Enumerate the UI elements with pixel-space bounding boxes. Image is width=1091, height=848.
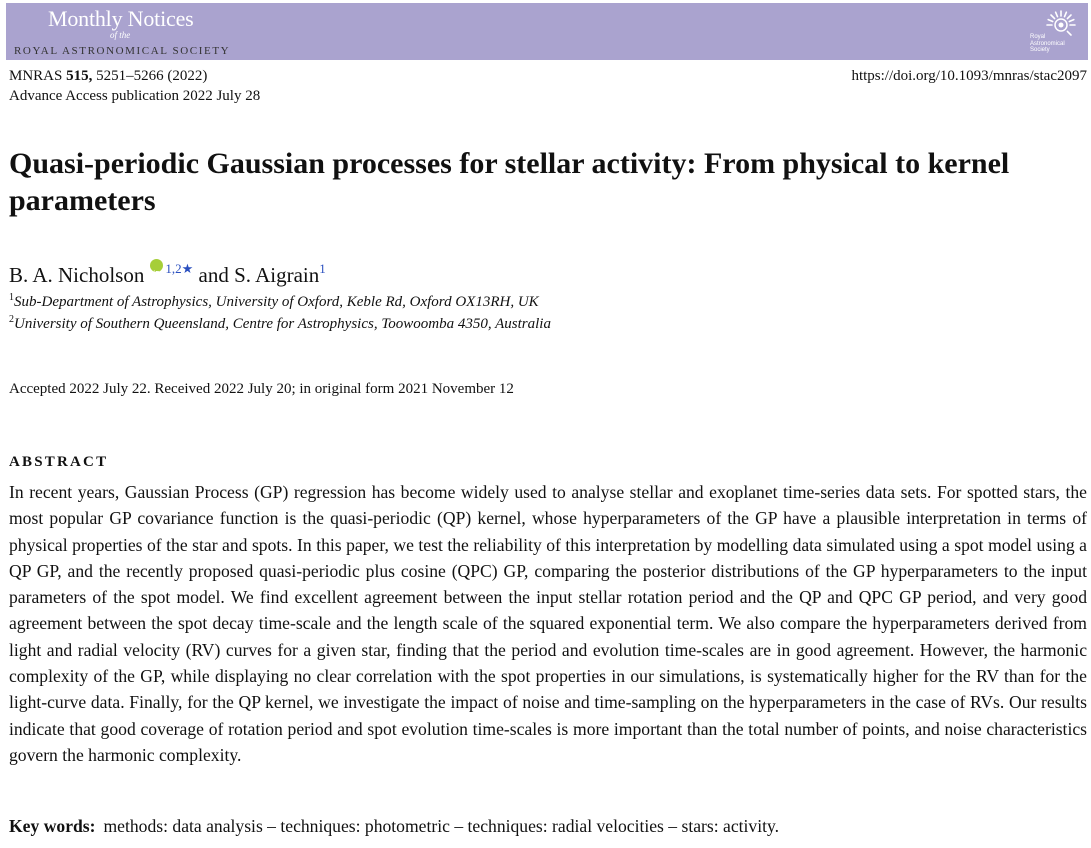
society-name: ROYAL ASTRONOMICAL SOCIETY (14, 45, 231, 57)
journal-banner (6, 3, 1088, 60)
journal-name-of-the: of the (110, 30, 131, 40)
affiliation (9, 310, 551, 334)
pages-year: 5251–5266 (2022) (96, 68, 208, 84)
author-conjunction: and (198, 263, 229, 287)
journal-name: Monthly Notices (48, 6, 194, 31)
keywords-text: methods: data analysis – techniques: photometric – techniques: radial velocities – stars: activity. (103, 816, 780, 836)
author-list (9, 254, 326, 290)
abstract-text: In recent years, Gaussian Process (GP) regression has become widely used to analyse stellar and exoplanet time-series data sets. For spotted stars, the most popular GP covariance function is the quasi-periodic (QP) kernel, whose hyperparameters of the GP have a plausible interpretation in terms of physical properties of the star and spots. In this paper, we test the reliability of this interpretation by modelling data simulated using a spot model using a QP GP, and the recently proposed quasi-periodic plus cosine (QPC) GP, comparing the posterior distributions of the GP hyperparameters to the input parameters of the spot model. We find excellent agreement between the input stellar rotation period and the QP and QPC GP period, and very good agreement between the spot decay time-scale and the length scale of the squared exponential term. We also compare the hyperparameters derived from light and radial velocity (RV) curves for a given star, finding that the period and evolution time-scales are in good agreement. However, the harmonic complexity of the GP, while displaying no clear correlation with the spot properties in our simulations, is systematically higher for the RV than for the light-curve data. Finally, for the QP kernel, we investigate the impact of noise and time-sampling on the hyperparameters in the case of RVs. Our results indicate that good coverage of rotation period and spot evolution time-scales is more important than the total number of points, and noise characteristics govern the harmonic complexity. (9, 482, 1087, 765)
affiliation-text: Sub-Department of Astrophysics, University of Oxford, Keble Rd, Oxford OX13RH, UK (14, 294, 539, 310)
affiliation-number: 1 (9, 292, 14, 303)
journal-abbrev: MNRAS (9, 68, 63, 84)
author-name: B. A. Nicholson (9, 263, 145, 287)
citation-line (9, 66, 260, 86)
author-affiliation-marks[interactable]: 1 (319, 261, 326, 276)
keywords (9, 814, 779, 838)
doi-link[interactable]: https://doi.org/10.1093/mnras/stac2097 (851, 68, 1087, 84)
abstract-heading: ABSTRACT (9, 454, 109, 470)
author-affiliation-marks[interactable]: 1,2★ (165, 261, 194, 276)
volume: 515, (66, 68, 93, 84)
keywords-label: Key words: (9, 816, 96, 836)
submission-dates: Accepted 2022 July 22. Received 2022 July 20; in original form 2021 November 12 (9, 381, 514, 397)
author-name: S. Aigrain (234, 263, 320, 287)
affiliation (9, 288, 539, 312)
affiliation-text: University of Southern Queensland, Centre for Astrophysics, Toowoomba 4350, Australia (14, 316, 551, 332)
advance-access: Advance Access publication 2022 July 28 (9, 88, 261, 104)
citation-block (9, 66, 260, 106)
affiliation-number: 2 (9, 314, 14, 325)
paper-title: Quasi-periodic Gaussian processes for stellar activity: From physical to kernel parameters (9, 147, 1010, 217)
ras-logo-text: Royal Astronomical Society (1030, 34, 1065, 53)
orcid-icon[interactable] (150, 259, 163, 278)
orcid-icon-label: iD (153, 271, 161, 278)
